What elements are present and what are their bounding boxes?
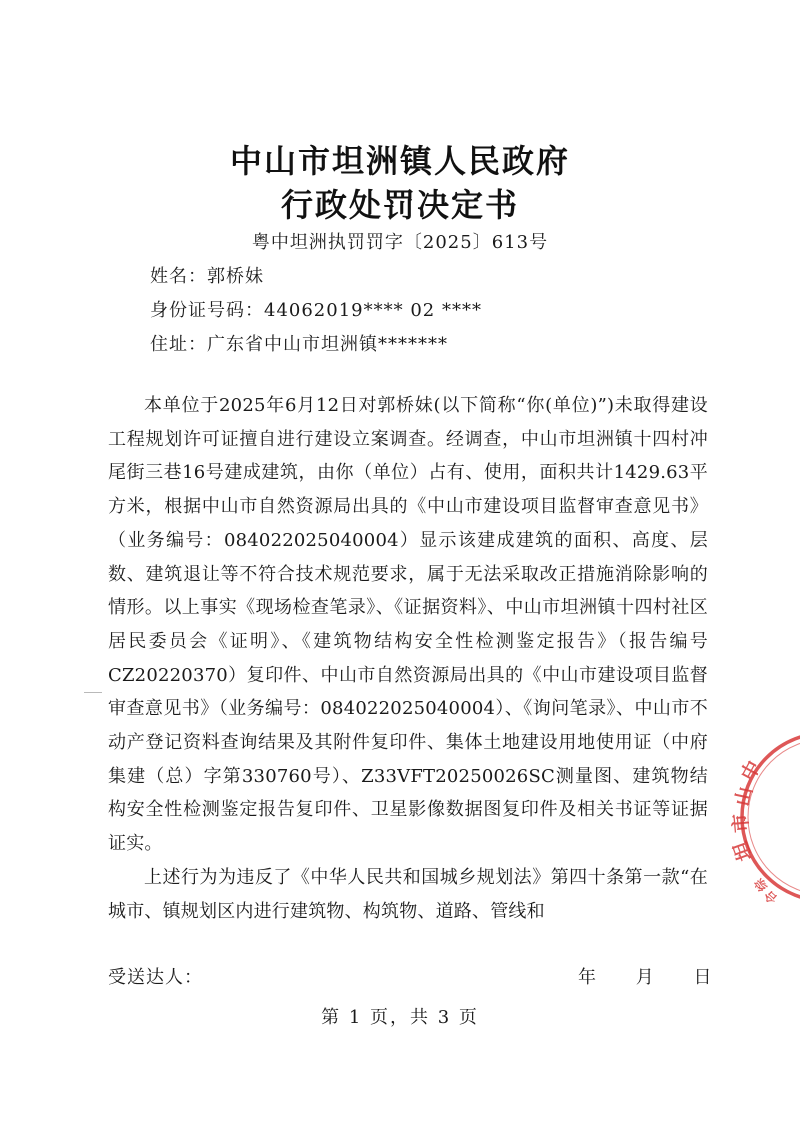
svg-text:市: 市 xyxy=(729,812,753,834)
recipient-label: 受送达人： xyxy=(108,967,203,988)
svg-text:中: 中 xyxy=(736,757,766,785)
date-day: 日 xyxy=(693,967,712,988)
svg-text:综: 综 xyxy=(751,875,771,894)
document-number: 粤中坦洲执罚罚字〔2025〕613号 xyxy=(251,232,549,253)
party-address: 住址：广东省中山市坦洲镇******* xyxy=(150,334,448,355)
svg-text:坦: 坦 xyxy=(729,838,757,864)
svg-text:山: 山 xyxy=(731,784,757,809)
scan-mark xyxy=(84,692,102,693)
page-number: 第 1 页，共 3 页 xyxy=(321,1007,479,1028)
paragraph-facts: 本单位于2025年6月12日对郭桥妹(以下简称“你(单位)”)未取得建设工程规划许可证擅自进行建设立案调查。经调查，中山市坦洲镇十四村冲尾街三巷16号建成建筑，由你（单位）占有、使用，面积共计1429.63平方米，根据中山市自然资源局出具的《中山市建设项目监督审查意见书》（业务编号：084022025040004）显示该建成建筑的面积、高度、层数、建筑退让等不符合技术规范要求，属于无法采取改正措施消除影响的情形。以上事实《现场检查笔录》、《证据资料》、中山市坦洲镇十四村社区居民委员会《证明》、《建筑物结构安全性检测鉴定报告》（报告编号CZ20220370）复印件、中山市自然资源局出具的《中山市建设项目监督审查意见书》（业务编号：084022025040004）、《询问笔录》、中山市不动产登记资料查询结果及其附件复印件、集体土地建设用地使用证（中府集建（总）字第330760号）、Z33VFT20250026SC测量图、建筑物结构安全性检测鉴定报告复印件、卫星影像数据图复印件及相关书证等证据证实。 xyxy=(108,395,708,855)
official-seal-stamp xyxy=(708,712,800,922)
date-month: 月 xyxy=(635,967,654,988)
svg-text:合: 合 xyxy=(761,887,781,907)
date-field xyxy=(578,963,711,989)
title-issuer: 中山市坦洲镇人民政府 xyxy=(229,142,570,180)
seal-graphic xyxy=(708,712,800,922)
paragraph-violation: 上述行为为违反了《中华人民共和国城乡规划法》第四十条第一款“在城市、镇规划区内进行建筑物、构筑物、道路、管线和 xyxy=(108,866,708,922)
title-document-type: 行政处罚决定书 xyxy=(280,186,519,224)
party-name: 姓名：郭桥妹 xyxy=(150,266,264,287)
decision-body xyxy=(108,389,708,928)
party-id-number: 身份证号码：44062019**** 02 **** xyxy=(150,300,482,321)
date-year: 年 xyxy=(578,967,596,988)
